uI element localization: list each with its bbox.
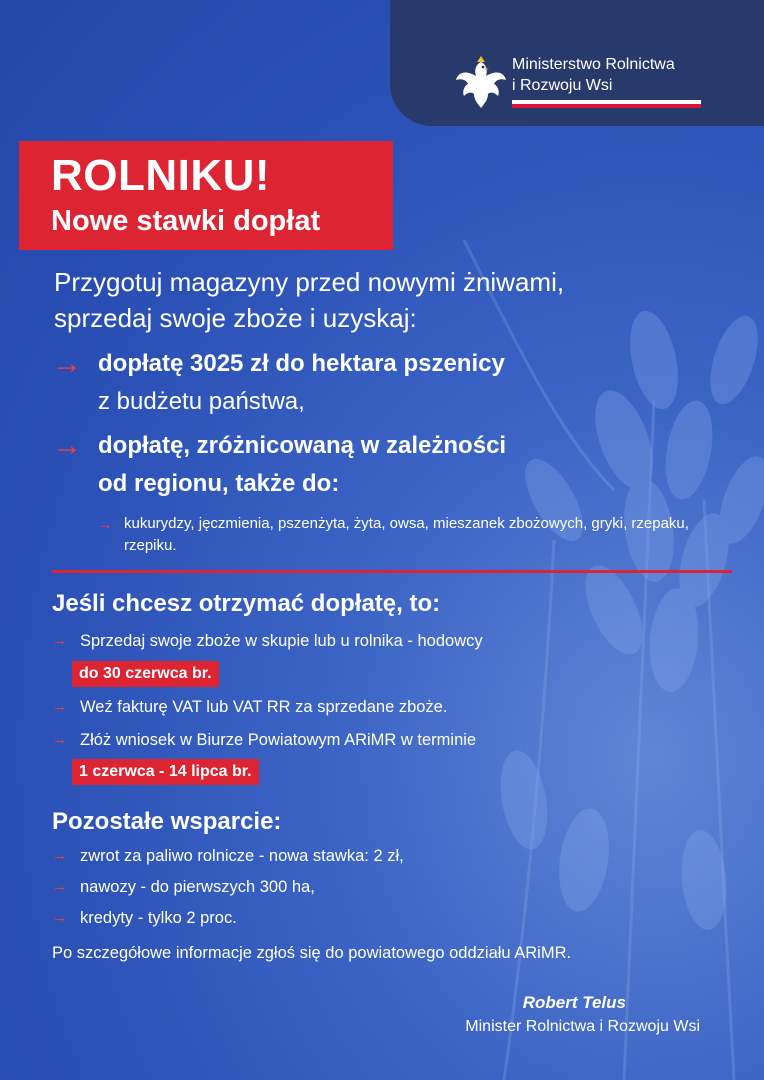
right-arrow-icon: → [52, 731, 67, 748]
right-arrow-icon: → [52, 429, 82, 462]
intro-line1: Przygotuj magazyny przed nowymi żniwami, [54, 267, 565, 297]
deadline-tag-sale: do 30 czerwca br. [72, 661, 219, 687]
signature-title: Minister Rolnictwa i Rozwoju Wsi [465, 1018, 700, 1035]
intro-text [54, 264, 564, 336]
title-box [19, 141, 393, 250]
right-arrow-icon: → [52, 847, 67, 864]
right-arrow-icon: → [52, 347, 82, 380]
ministry-name-line2: i Rozwoju Wsi [512, 77, 613, 94]
footer-note: Po szczegółowe informacje zgłoś się do powiatowego oddziału ARiMR. [52, 944, 572, 962]
section2-item-1-text: zwrot za paliwo rolnicze - nowa stawka: 2 zł, [80, 847, 404, 865]
ministry-header [390, 0, 764, 126]
polish-flag-stripe [512, 100, 701, 108]
deadline-tag-application: 1 czerwca - 14 lipca br. [72, 759, 259, 785]
main-bullet-1-normal: z budżetu państwa, [98, 388, 305, 415]
crop-list-text: kukurydzy, jęczmienia, pszenżyta, żyta, owsa, mieszanek zbożowych, gryki, rzepaku, rzepiku. [124, 515, 689, 554]
right-arrow-icon: → [52, 878, 67, 895]
main-bullet-1-bold: dopłatę 3025 zł do hektara pszenicy [98, 350, 505, 377]
right-arrow-icon: → [52, 698, 67, 715]
signature-name: Robert Telus [522, 993, 626, 1012]
section1-item-2-text: Weź fakturę VAT lub VAT RR za sprzedane zboże. [80, 698, 448, 716]
right-arrow-icon: → [52, 909, 67, 926]
intro-line2: sprzedaj swoje zboże i uzyskaj: [54, 303, 417, 333]
title-sub: Nowe stawki dopłat [51, 205, 321, 237]
main-bullet-2-line1: dopłatę, zróżnicowaną w zależności [98, 432, 507, 459]
main-bullet-2 [52, 428, 692, 504]
section2-item-2-text: nawozy - do pierwszych 300 ha, [80, 878, 315, 896]
main-bullet-1 [52, 346, 692, 422]
section-divider [52, 570, 732, 573]
ministry-name-line1: Ministerstwo Rolnictwa [512, 56, 675, 73]
section1-heading: Jeśli chcesz otrzymać dopłatę, to: [52, 590, 441, 617]
title-main: ROLNIKU! [51, 151, 271, 200]
section1-item-3-text: Złóż wniosek w Biurze Powiatowym ARiMR w terminie [80, 731, 477, 749]
section2-item-3-text: kredyty - tylko 2 proc. [80, 909, 237, 927]
section1-item-1-text: Sprzedaj swoje zboże w skupie lub u rolnika - hodowcy [80, 632, 483, 650]
section2-heading: Pozostałe wsparcie: [52, 808, 282, 835]
ministry-name [512, 54, 675, 96]
right-arrow-icon: → [98, 516, 112, 532]
right-arrow-icon: → [52, 632, 67, 649]
main-bullet-2-line2: od regionu, także do: [98, 470, 340, 497]
white-eagle-emblem-icon [454, 50, 508, 110]
